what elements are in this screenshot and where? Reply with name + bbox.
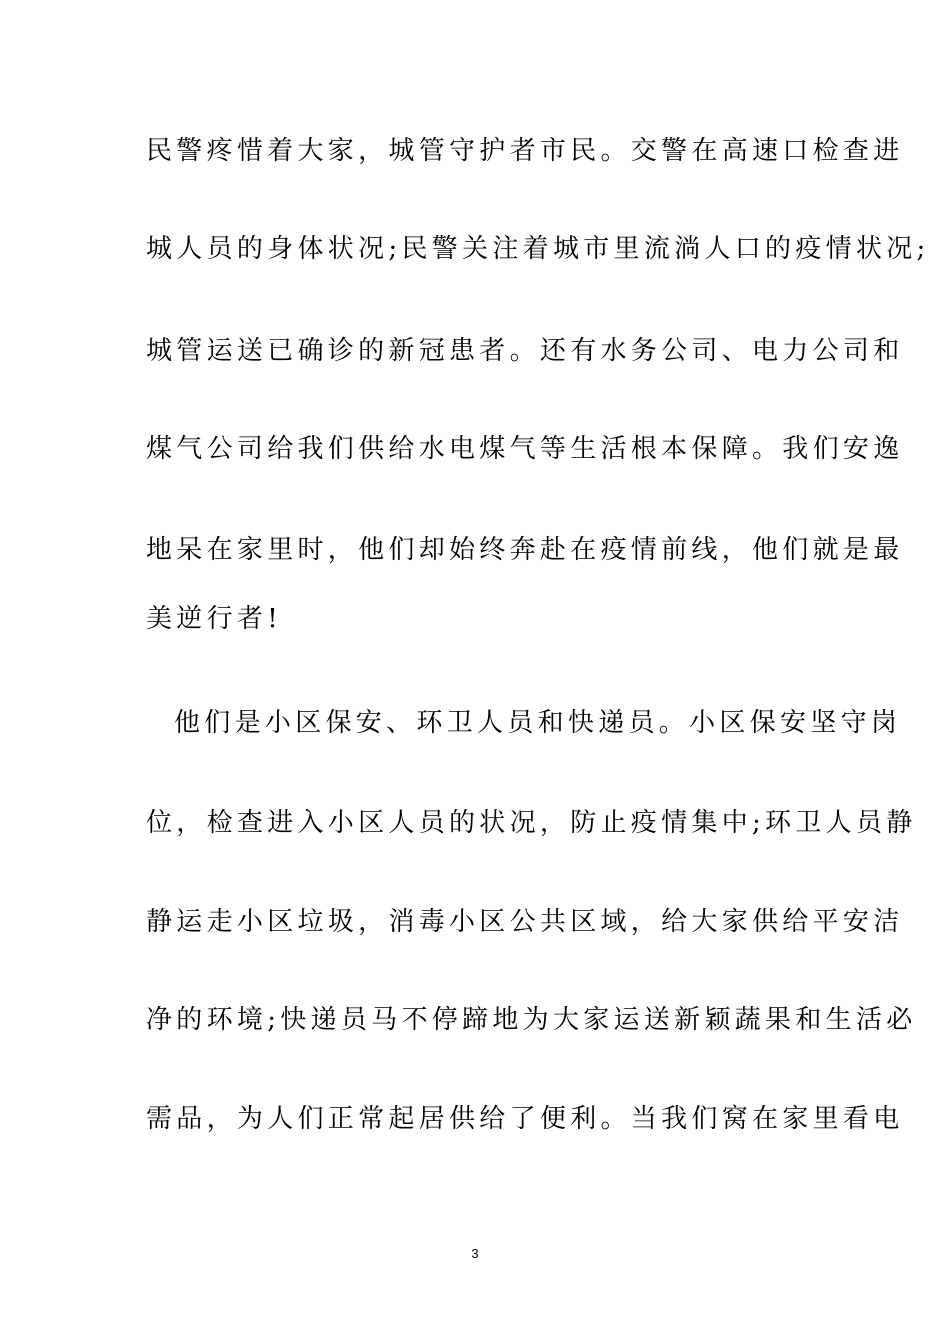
- text-line: 美逆行者!: [146, 604, 282, 634]
- text-line: 需品，为人们正常起居供给了便利。当我们窝在家里看电: [146, 1104, 904, 1134]
- text-line: 地呆在家里时，他们却始终奔赴在疫情前线，他们就是最: [146, 535, 904, 565]
- text-line: 位，检查进入小区人员的状况，防止疫情集中;环卫人员静: [146, 808, 917, 838]
- text-line: 城管运送已确诊的新冠患者。还有水务公司、电力公司和: [146, 336, 904, 366]
- page-number: 3: [471, 1246, 479, 1261]
- text-line: 民警疼惜着大家，城管守护者市民。交警在高速口检查进: [146, 136, 904, 166]
- text-line: 静运走小区垃圾，消毒小区公共区域，给大家供给平安洁: [146, 907, 904, 937]
- paragraph-first-line: 他们是小区保安、环卫人员和快递员。小区保安坚守岗: [174, 708, 902, 738]
- text-line: 净的环境;快递员马不停蹄地为大家运送新颖蔬果和生活必: [146, 1005, 917, 1035]
- text-line: 煤气公司给我们供给水电煤气等生活根本保障。我们安逸: [146, 434, 904, 464]
- text-line: 城人员的身体状况;民警关注着城市里流淌人口的疫情状况;: [146, 234, 930, 264]
